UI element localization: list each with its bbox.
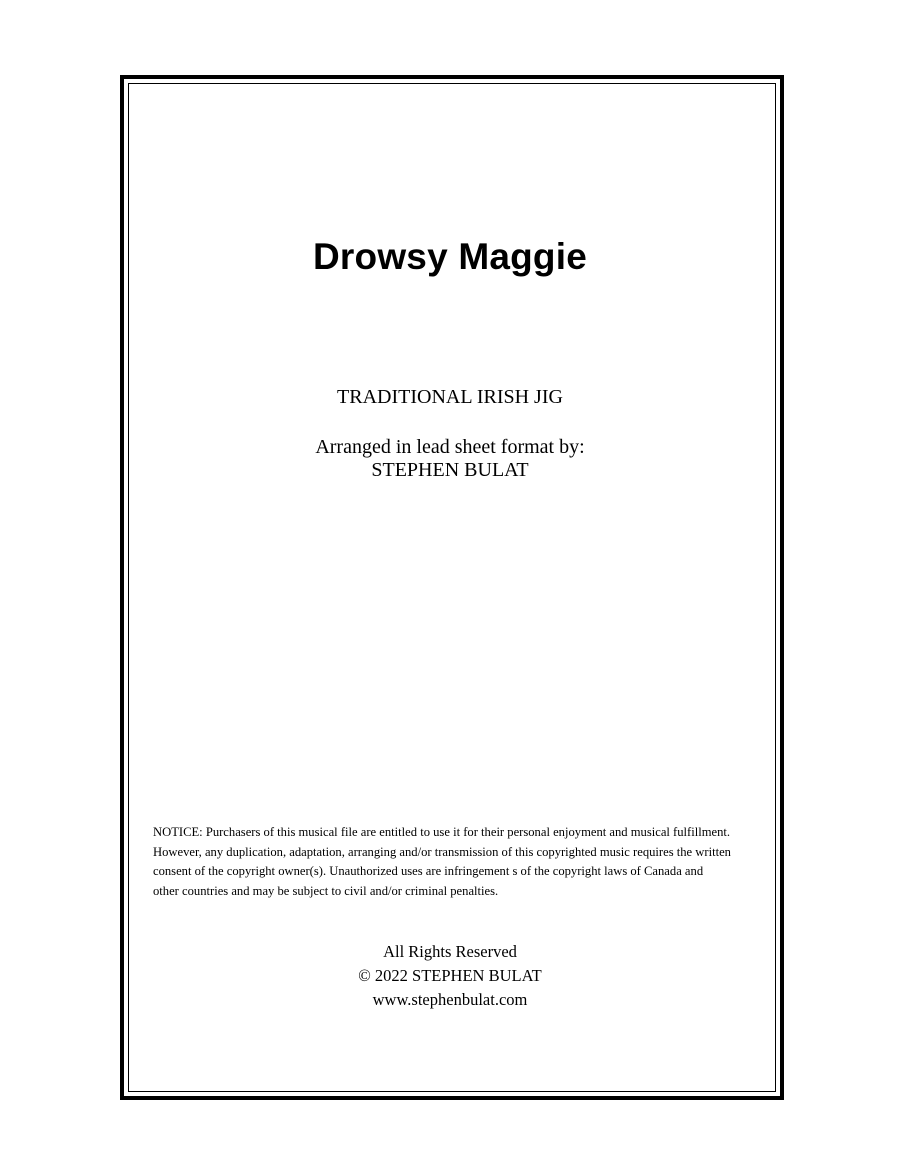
rights-footer: [0, 940, 900, 1012]
notice-line: other countries and may be subject to civil and/or criminal penalties.: [153, 883, 499, 898]
notice-line: NOTICE: Purchasers of this musical file are entitled to use it for their personal enjoyment and musical fulfillment.: [153, 825, 731, 839]
notice-line: However, any duplication, adaptation, arranging and/or transmission of this copyrighted music requires the written: [153, 844, 731, 859]
notice-line: consent of the copyright owner(s). Unauthorized uses are infringement s of the copyright laws of Canada and: [153, 864, 704, 878]
website-link[interactable]: www.stephenbulat.com: [372, 990, 528, 1009]
arranged-label: Arranged in lead sheet format by:: [315, 436, 585, 458]
copyright-line: © 2022 STEPHEN BULAT: [358, 966, 542, 985]
arrangement-credit: [0, 436, 900, 482]
song-title: Drowsy Maggie: [313, 236, 587, 277]
arranger-name: STEPHEN BULAT: [371, 459, 529, 481]
rights-reserved: All Rights Reserved: [383, 942, 517, 961]
copyright-notice: [153, 823, 793, 901]
song-genre: TRADITIONAL IRISH JIG: [337, 386, 563, 408]
